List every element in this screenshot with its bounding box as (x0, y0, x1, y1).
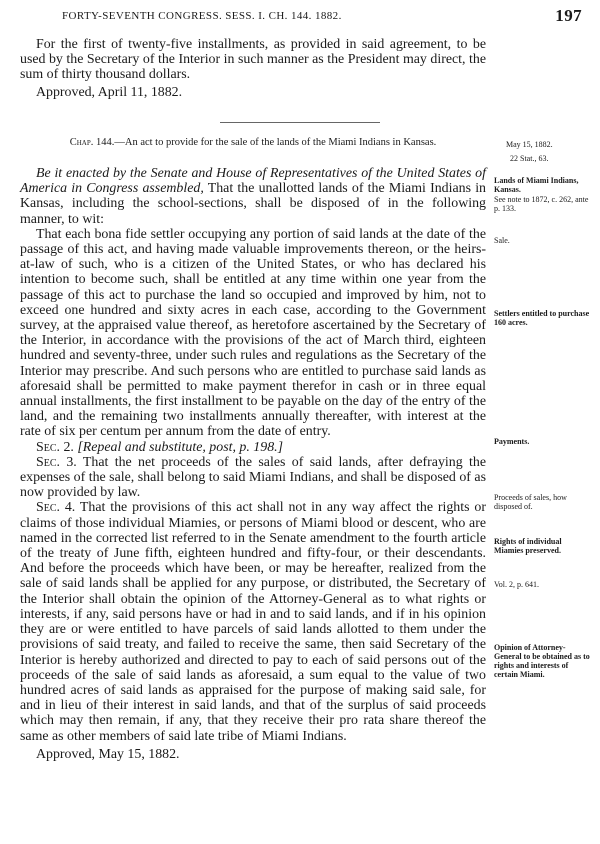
section-2-paragraph (20, 440, 486, 455)
act-body (20, 166, 486, 762)
enacting-text: That the unallotted lands of the Miami Indians in Kansas, including the school-sections, shall be disposed of in the following manner, to wit: (20, 181, 486, 227)
margin-settlers: Settlers entitled to purchase 160 acres. (494, 309, 590, 327)
previous-act-ending (20, 37, 486, 100)
section-1-paragraph: That each bona fide settler occupying any portion of said lands at the date of the passage of this act, and having made valuable improvements thereon, or the heirs-at-law of such, who is a citizen of the United States, or who has declared his intention to become such, shall be entitled at any time within one year from the passage of this act to purchase the land so occupied and improved by him, not to exceed one hundred and sixty acres in each case, according to the Government survey, at the appraised value thereof, as heretofore ascertained by the Secretary of the Interior, in accordance with the provisions of the act of March third, eighteen hundred and seventy-three, under such rules and regulations as the Secretary of the Interior may prescribe. And such persons who are entitled to purchase said lands as aforesaid shall be permitted to make payment therefor in cash or in three equal annual installments, the first installment to be payable on the day of the entry of the land, and the remaining two installments annually thereafter, with interest at the rate of six per centum per annum from the date of entry. (20, 226, 486, 440)
enacting-clause (20, 166, 486, 227)
margin-rights: Rights of individual Miamies preserved. (494, 537, 562, 555)
section-4-paragraph (20, 500, 486, 743)
margin-volume-reference: Vol. 2, p. 641. (494, 580, 539, 589)
page-number: 197 (555, 6, 582, 25)
previous-approved-line: Approved, April 11, 1882. (36, 84, 183, 100)
page-header (20, 8, 582, 24)
chapter-label: Chap. 144. (69, 137, 115, 148)
margin-date: May 15, 1882. (506, 140, 553, 149)
margin-sale: Sale. (494, 236, 510, 245)
previous-act-paragraph: For the first of twenty-five installments, as provided in said agreement, to be used by the Secretary of the Interior in such manner as the President may direct, the sum of thirty thousand dollars. (20, 37, 486, 83)
margin-lands-reference: See note to 1872, c. 262, ante p. 133. (494, 195, 589, 213)
section-3-label: Sec. 3. (36, 454, 77, 470)
margin-statute: 22 Stat., 63. (510, 154, 549, 163)
margin-lands-title: Lands of Miami Indians, Kansas. (494, 176, 579, 194)
section-3-paragraph (20, 455, 486, 501)
chapter-heading (20, 137, 486, 149)
section-divider (220, 122, 380, 123)
section-2-label: Sec. 2. (36, 439, 74, 455)
chapter-title: —An act to provide for the sale of the lands of the Miami Indians in Kansas. (114, 137, 437, 148)
enacting-formula: Be it enacted by the Senate and House of Representatives of the United States of America in Congress assembled, (20, 166, 486, 197)
margin-opinion: Opinion of Attorney-General to be obtained as to rights and interests of certain Miami. (494, 643, 590, 679)
section-3-text: That the net proceeds of the sales of said lands, after defraying the expenses of the sale, shall belong to said Miami Indians, and shall be disposed of as now provided by law. (20, 454, 486, 501)
margin-payments: Payments. (494, 437, 530, 446)
section-4-text: That the provisions of this act shall not in any way affect the rights or claims of those individual Miamies, or persons of Miami blood or descent, who are named in the corrected list referred to in the Senate amendment to the fourth article of the treaty of June fifth, eighteen hundred and fifty-four, or their descendants. And before the proceeds which have been, or may be hereafter, realized from the sale of said lands shall be applied for any purpose, or distributed, the Secretary of the Interior shall obtain the opinion of the Attorney-General as to what rights or interests, if any, said persons have or had in and to said lands, and if in his opinion they are or were entitled to have parcels of said lands allotted to them under the provisions of said treaty, and failed to receive the same, then said Secretary of the Interior is hereby authorized and directed to pay to each of said persons out of the proceeds of the sale of said lands as aforesaid, a sum equal to the value of two hundred acres of said lands as appraised for the purpose of making said sale, for and in lieu of their interest in said lands, and that of the surplus of said proceeds which may then remain, if any, that they receive their pro rata share thereof the same as other members of said late tribe of Miami Indians. (20, 500, 486, 744)
margin-proceeds: Proceeds of sales, how disposed of. (494, 493, 567, 511)
approved-line: Approved, May 15, 1882. (36, 746, 180, 762)
section-4-label: Sec. 4. (36, 500, 76, 516)
running-title: FORTY-SEVENTH CONGRESS. SESS. I. CH. 144. 1882. (62, 10, 342, 22)
section-2-text: [Repeal and substitute, post, p. 198.] (77, 439, 284, 455)
